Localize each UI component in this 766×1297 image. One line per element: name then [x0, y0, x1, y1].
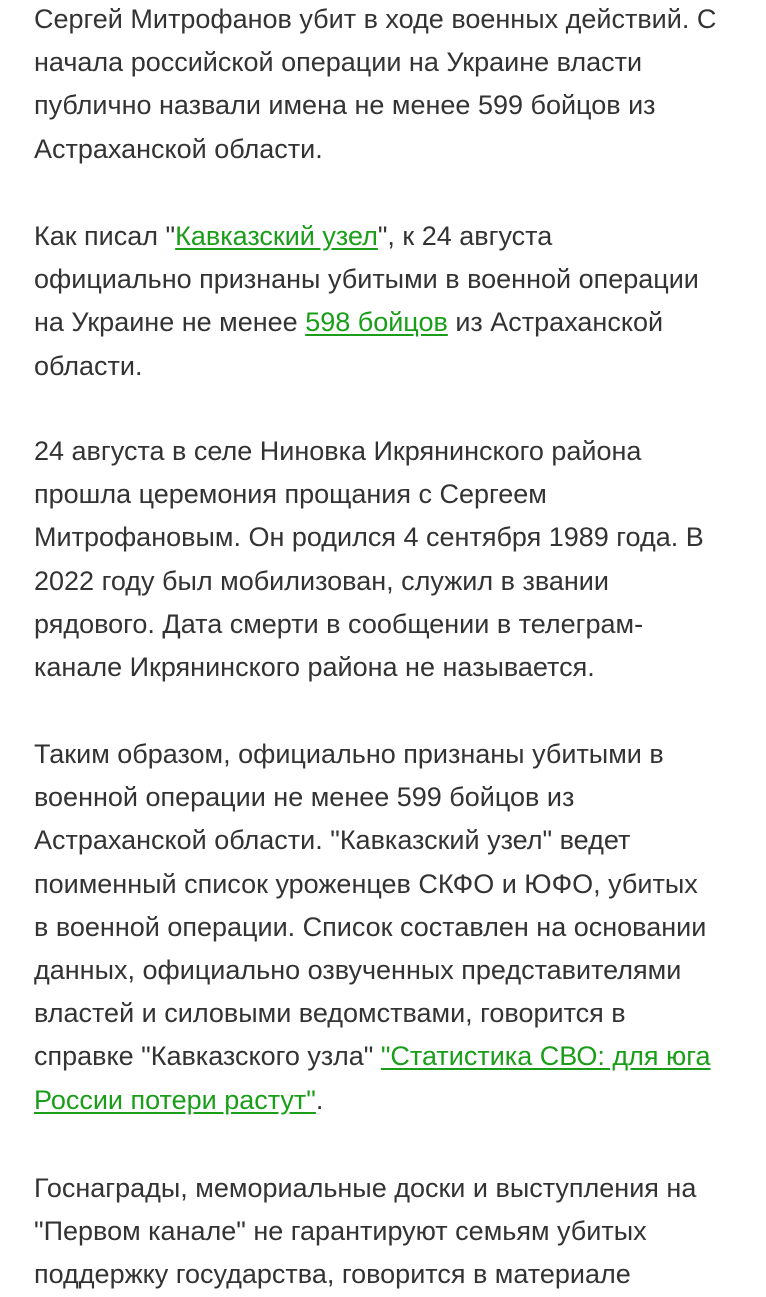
paragraph-2 — [34, 215, 699, 388]
paragraph-2-text-b: ", к 24 августа официально признаны убитыми в военной операции на Украине не менее — [34, 221, 699, 338]
paragraph-1: Сергей Митрофанов убит в ходе военных действий. С начала российской операции на Украине власти публично назвали имена не менее 599 бойцов из Астраханской области. — [34, 4, 717, 164]
link-svo-statistics[interactable]: "Статистика СВО: для юга России потери растут" — [34, 1041, 711, 1115]
link-598-fighters[interactable]: 598 бойцов — [305, 307, 448, 338]
paragraph-3: 24 августа в селе Ниновка Икрянинского района прошла церемония прощания с Сергеем Митрофановым. Он родился 4 сентября 1989 года. В 2022 году был мобилизован, служил в звании рядового. Дата смерти в сообщении в телеграм- канале Икрянинского района не называется. — [34, 436, 704, 683]
paragraph-4-text-b: . — [315, 1084, 324, 1115]
paragraph-4-text-a: Таким образом, официально признаны убитыми в военной операции не менее 599 бойцов из Астраханской области. "Кавказский узел" ведет поименный список уроженцев СКФО и ЮФО, убитых в военной операции. Список составлен на основании данных, официально озвученных представителями властей и силовыми ведомствами, говорится в справке "Кавказского узла" — [34, 739, 707, 1072]
link-kavkazsky-uzel[interactable]: Кавказский узел — [175, 221, 378, 251]
paragraph-2-text-c: из Астраханской области. — [34, 307, 664, 381]
paragraph-2-text-a: Как писал " — [34, 221, 176, 251]
paragraph-5: Госнаграды, мемориальные доски и выступления на "Первом канале" не гарантируют семьям убитых поддержку государства, говорится в материале — [34, 1173, 697, 1290]
paragraph-4 — [34, 733, 711, 1122]
